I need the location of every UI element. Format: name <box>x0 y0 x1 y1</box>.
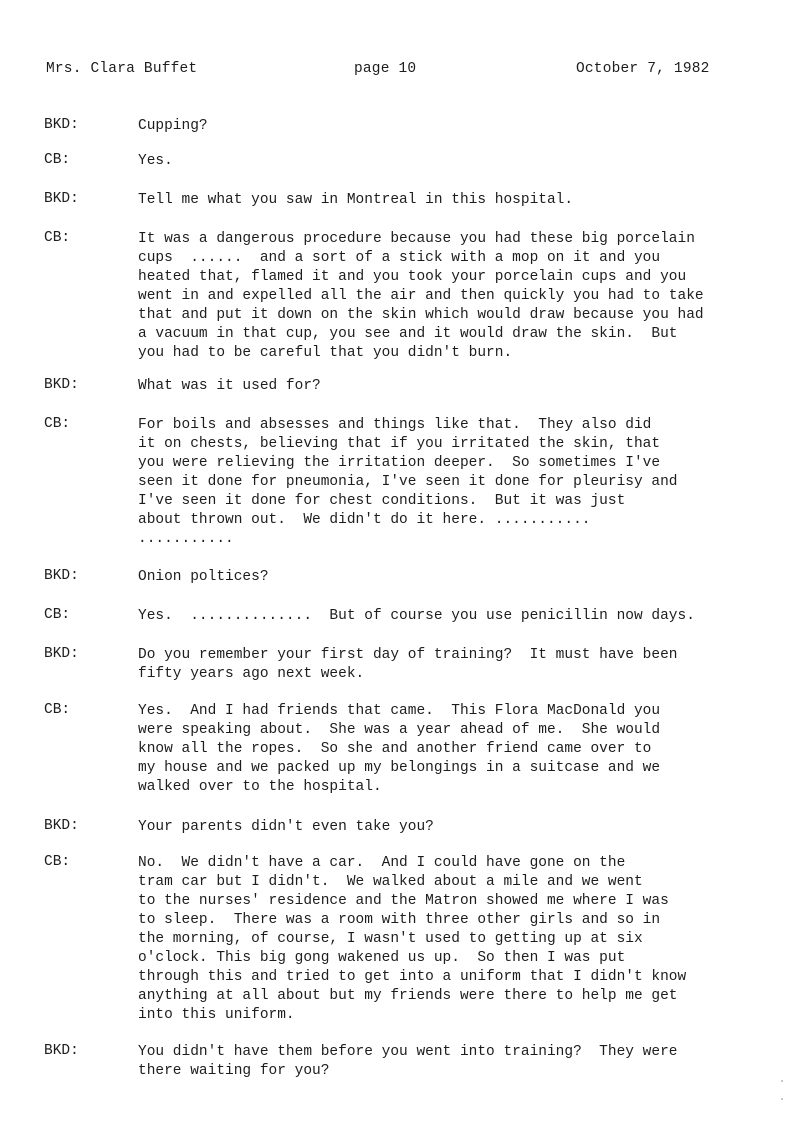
text-line: you were relieving the irritation deeper. So sometimes I've <box>138 455 661 471</box>
utterance-text <box>138 230 778 363</box>
interview-date: October 7, 1982 <box>576 61 710 77</box>
text-line: Tell me what you saw in Montreal in this hospital. <box>138 192 574 208</box>
utterance-text <box>138 416 778 549</box>
text-line: my house and we packed up my belongings in a suitcase and we <box>138 760 661 776</box>
text-line: tram car but I didn't. We walked about a mile and we went <box>138 874 643 890</box>
scan-mark <box>781 1098 783 1100</box>
utterance-text <box>138 646 778 684</box>
speaker-label: CB: <box>44 152 71 168</box>
text-line: anything at all about but my friends were there to help me get <box>138 988 678 1004</box>
utterance-text <box>138 818 778 837</box>
text-line: know all the ropes. So she and another friend came over to <box>138 741 652 757</box>
text-line: heated that, flamed it and you took your porcelain cups and you <box>138 269 687 285</box>
utterance-text <box>138 607 778 626</box>
utterance-text <box>138 1043 778 1081</box>
text-line: Yes. <box>138 153 173 169</box>
utterance-text <box>138 702 778 797</box>
text-line: it on chests, believing that if you irritated the skin, that <box>138 436 661 452</box>
text-line: that and put it down on the skin which would draw because you had <box>138 307 704 323</box>
utterance-text <box>138 377 778 396</box>
text-line: there waiting for you? <box>138 1063 330 1079</box>
text-line: seen it done for pneumonia, I've seen it done for pleurisy and <box>138 474 678 490</box>
text-line: Your parents didn't even take you? <box>138 819 434 835</box>
text-line: For boils and absesses and things like that. They also did <box>138 417 652 433</box>
text-line: through this and tried to get into a uniform that I didn't know <box>138 969 687 985</box>
speaker-label: BKD: <box>44 117 79 133</box>
speaker-label: BKD: <box>44 646 79 662</box>
utterance-text <box>138 568 778 587</box>
text-line: about thrown out. We didn't do it here. ........... <box>138 512 591 528</box>
interviewee-name: Mrs. Clara Buffet <box>46 61 198 77</box>
text-line: you had to be careful that you didn't burn. <box>138 345 513 361</box>
scan-mark <box>781 1080 783 1082</box>
text-line: Yes. And I had friends that came. This Flora MacDonald you <box>138 703 661 719</box>
speaker-label: CB: <box>44 702 71 718</box>
text-line: cups ...... and a sort of a stick with a mop on it and you <box>138 250 661 266</box>
text-line: You didn't have them before you went into training? They were <box>138 1044 678 1060</box>
text-line: It was a dangerous procedure because you had these big porcelain <box>138 231 695 247</box>
text-line: What was it used for? <box>138 378 321 394</box>
text-line: Onion poltices? <box>138 569 269 585</box>
text-line: to the nurses' residence and the Matron showed me where I was <box>138 893 669 909</box>
speaker-label: BKD: <box>44 818 79 834</box>
page-header <box>0 61 800 81</box>
speaker-label: CB: <box>44 607 71 623</box>
utterance-text <box>138 152 778 171</box>
utterance-text <box>138 191 778 210</box>
text-line: Cupping? <box>138 118 208 134</box>
utterance-text <box>138 854 778 1025</box>
text-line: walked over to the hospital. <box>138 779 382 795</box>
text-line: No. We didn't have a car. And I could have gone on the <box>138 855 626 871</box>
text-line: went in and expelled all the air and then quickly you had to take <box>138 288 704 304</box>
text-line: ........... <box>138 531 234 547</box>
speaker-label: BKD: <box>44 568 79 584</box>
speaker-label: BKD: <box>44 1043 79 1059</box>
text-line: I've seen it done for chest conditions. But it was just <box>138 493 626 509</box>
text-line: a vacuum in that cup, you see and it would draw the skin. But <box>138 326 678 342</box>
speaker-label: CB: <box>44 854 71 870</box>
speaker-label: BKD: <box>44 377 79 393</box>
utterance-text <box>138 117 778 136</box>
text-line: to sleep. There was a room with three other girls and so in <box>138 912 661 928</box>
speaker-label: CB: <box>44 230 71 246</box>
text-line: Yes. .............. But of course you use penicillin now days. <box>138 608 695 624</box>
text-line: fifty years ago next week. <box>138 666 365 682</box>
text-line: the morning, of course, I wasn't used to getting up at six <box>138 931 643 947</box>
speaker-label: BKD: <box>44 191 79 207</box>
text-line: Do you remember your first day of training? It must have been <box>138 647 678 663</box>
page-number: page 10 <box>354 61 417 77</box>
speaker-label: CB: <box>44 416 71 432</box>
text-line: were speaking about. She was a year ahead of me. She would <box>138 722 661 738</box>
text-line: into this uniform. <box>138 1007 295 1023</box>
text-line: o'clock. This big gong wakened us up. So then I was put <box>138 950 626 966</box>
